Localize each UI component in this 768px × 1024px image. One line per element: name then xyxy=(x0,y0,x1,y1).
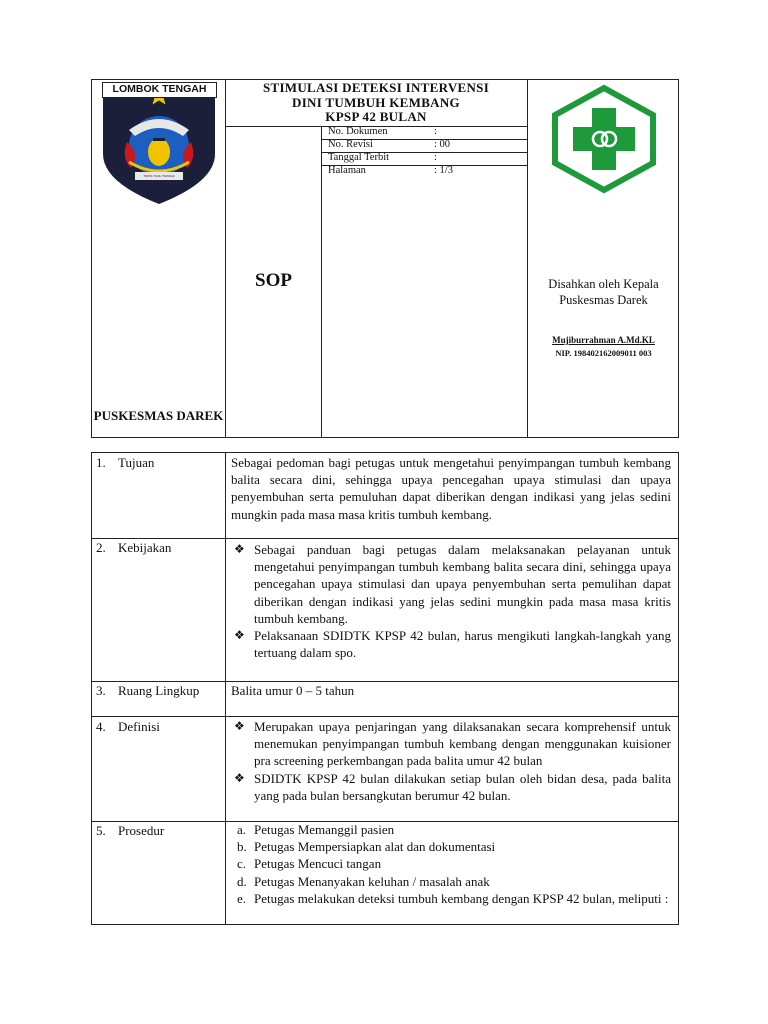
doc-info-row xyxy=(322,126,528,139)
doc-info-key: Tanggal Terbit xyxy=(328,152,390,163)
list-item: ❖ Merupakan upaya penjaringan yang dilaksanakan secara komprehensif untuk menemukan penyimpangan tumbuh kembang dengan menggunakan kuisioner pra screening perkembangan pada balita umur 42 bulan xyxy=(234,719,671,769)
sop-content-table xyxy=(91,452,679,925)
section-label: 2. Kebijakan xyxy=(96,540,172,555)
section-row-ruang-lingkup xyxy=(92,681,678,716)
section-row-prosedur xyxy=(92,821,678,925)
diamond-bullet-icon: ❖ xyxy=(234,542,245,556)
doc-info-key: No. Dokumen xyxy=(328,126,388,137)
signer-name: Mujiburrahman A.Md.KL xyxy=(552,335,655,345)
section-label: 4. Definisi xyxy=(96,719,160,734)
section-label: 1. Tujuan xyxy=(96,455,155,470)
emblem-motto: TATAS TUHU TRASNA xyxy=(143,174,175,178)
list-item: b. Petugas Mempersiapkan alat dan dokumentasi xyxy=(237,839,496,855)
diamond-bullet-icon: ❖ xyxy=(234,628,245,643)
left-logo-area xyxy=(92,80,225,437)
title-line-3: KPSP 42 BULAN xyxy=(325,109,427,124)
section-row-kebijakan xyxy=(92,538,678,681)
doc-info-value: : 1/3 xyxy=(434,165,453,176)
list-item: ❖ Pelaksanaan SDIDTK KPSP 42 bulan, harus mengikuti langkah-langkah yang tertuang dalam spo. xyxy=(234,628,671,661)
section-list xyxy=(231,718,671,804)
section-row-definisi xyxy=(92,716,678,821)
puskesmas-cross-icon xyxy=(547,84,661,194)
section-label: 3. Ruang Lingkup xyxy=(96,683,200,698)
approved-by-text: Disahkan oleh Kepala Puskesmas Darek xyxy=(548,277,659,307)
title-line-1: STIMULASI DETEKSI INTERVENSI xyxy=(262,80,490,95)
diamond-bullet-icon: ❖ xyxy=(234,770,245,785)
document-title xyxy=(225,80,527,127)
sop-label: SOP xyxy=(255,270,292,291)
sop-header xyxy=(91,79,679,438)
list-item: d. Petugas Menanyakan keluhan / masalah anak xyxy=(237,873,490,889)
signer-nip: NIP. 198402162009011 003 xyxy=(555,348,652,358)
doc-info-row xyxy=(322,152,528,165)
doc-info-key: Halaman xyxy=(328,165,366,176)
title-line-2: DINI TUMBUH KEMBANG xyxy=(292,94,460,110)
doc-info-value: : xyxy=(434,126,437,137)
section-label: 5. Prosedur xyxy=(96,823,165,838)
list-item: ❖ SDIDTK KPSP 42 bulan dilakukan setiap bulan oleh bidan desa, pada balita yang pada bulan bersangkutan berumur 42 bulan. xyxy=(234,770,671,803)
doc-info-row xyxy=(322,139,528,152)
section-row-tujuan xyxy=(92,453,678,538)
region-label: LOMBOK TENGAH xyxy=(102,82,217,98)
list-item: c. Petugas Mencuci tangan xyxy=(237,856,382,872)
lombok-tengah-emblem-icon xyxy=(101,84,217,206)
section-list xyxy=(231,541,671,661)
section-text: Balita umur 0 – 5 tahun xyxy=(231,683,355,698)
document-info-table xyxy=(322,126,528,178)
section-text: Sebagai pedoman bagi petugas untuk mengetahui penyimpangan tumbuh kembang balita secara dini, sehingga upaya pencegahan upaya stimulasi dan upaya penyembuhan serta pemuluhan dapat diberikan dengan indikasi yang jelas sedini mungkin pada masa masa kritis tumbuh kembang. xyxy=(231,455,671,522)
list-item: ❖ Sebagai panduan bagi petugas dalam melaksanakan pelayanan untuk mengetahui penyimpangan tumbuh kembang balita secara dini, sehingga upaya pencegahan upaya stimulasi dan upaya penyembuhan serta pemulihan dapat diberikan dengan indikasi yang jelas sedini mungkin pada masa masa kritis tumbuh kembang. xyxy=(234,542,671,626)
list-item: a. Petugas Memanggil pasien xyxy=(237,822,395,837)
procedure-steps xyxy=(231,821,671,907)
puskesmas-name: PUSKESMAS DAREK xyxy=(93,408,224,423)
doc-info-row xyxy=(322,165,528,178)
list-item: e. Petugas melakukan deteksi tumbuh kembang dengan KPSP 42 bulan, meliputi : xyxy=(237,890,669,906)
doc-info-value: : xyxy=(434,152,437,163)
doc-info-value: : 00 xyxy=(434,139,451,150)
approval-area xyxy=(528,80,679,437)
doc-info-key: No. Revisi xyxy=(328,139,373,150)
diamond-bullet-icon: ❖ xyxy=(234,719,245,733)
